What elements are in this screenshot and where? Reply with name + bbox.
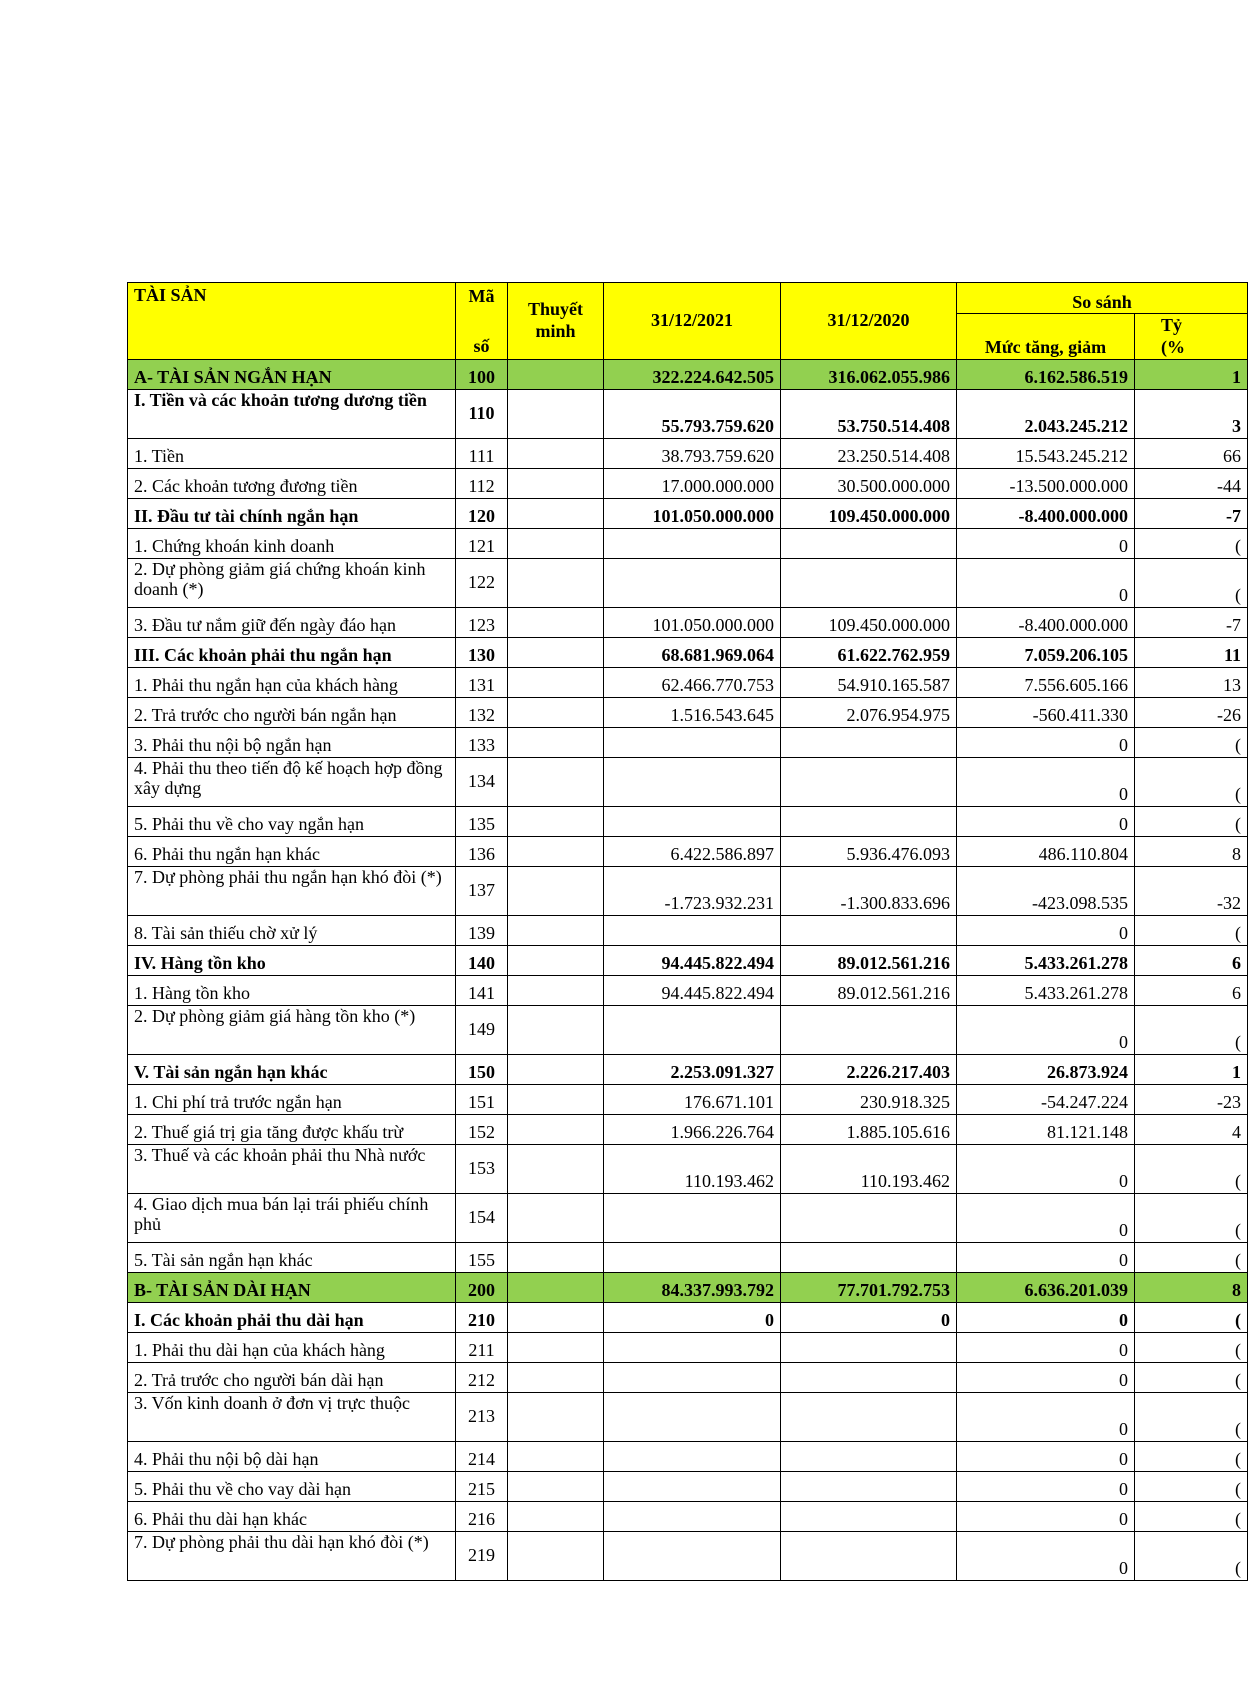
table-row (128, 1472, 1248, 1502)
row-value-2021: 101.050.000.000 (604, 499, 781, 529)
row-value-2020: 316.062.055.986 (781, 360, 957, 390)
row-value-2021: 322.224.642.505 (604, 360, 781, 390)
row-value-2021 (604, 1333, 781, 1363)
row-name: 2. Dự phòng giảm giá hàng tồn kho (*) (128, 1006, 456, 1055)
row-name: 3. Đầu tư nắm giữ đến ngày đáo hạn (128, 608, 456, 638)
table-row (128, 1273, 1248, 1303)
row-value-2021: 176.671.101 (604, 1085, 781, 1115)
row-note (508, 529, 604, 559)
row-code: 141 (456, 976, 508, 1006)
header-date-2021: 31/12/2021 (604, 283, 781, 360)
header-ratio (1135, 314, 1248, 360)
row-diff: 0 (957, 1303, 1135, 1333)
row-value-2020 (781, 1532, 957, 1581)
row-diff: 0 (957, 1502, 1135, 1532)
row-name: 1. Hàng tồn kho (128, 976, 456, 1006)
row-note (508, 867, 604, 916)
row-value-2020: 61.622.762.959 (781, 638, 957, 668)
row-note (508, 608, 604, 638)
row-pct: ( (1135, 1502, 1248, 1532)
row-note (508, 1243, 604, 1273)
row-note (508, 1363, 604, 1393)
row-value-2020 (781, 916, 957, 946)
row-diff: 0 (957, 1393, 1135, 1442)
row-value-2020: 77.701.792.753 (781, 1273, 957, 1303)
row-pct: -7 (1135, 608, 1248, 638)
row-value-2021 (604, 1502, 781, 1532)
row-code: 135 (456, 807, 508, 837)
row-value-2020: 2.226.217.403 (781, 1055, 957, 1085)
row-code: 214 (456, 1442, 508, 1472)
row-value-2020: 110.193.462 (781, 1145, 957, 1194)
table-row (128, 499, 1248, 529)
row-name: 7. Dự phòng phải thu ngắn hạn khó đòi (*) (128, 867, 456, 916)
row-value-2020 (781, 1472, 957, 1502)
row-code: 140 (456, 946, 508, 976)
row-value-2020: 0 (781, 1303, 957, 1333)
row-note (508, 1085, 604, 1115)
row-name: I. Các khoản phải thu dài hạn (128, 1303, 456, 1333)
row-code: 132 (456, 698, 508, 728)
row-value-2020: 23.250.514.408 (781, 439, 957, 469)
header-note-line1: Thuyết (527, 299, 583, 320)
table-row (128, 469, 1248, 499)
row-note (508, 390, 604, 439)
row-value-2021: 1.966.226.764 (604, 1115, 781, 1145)
row-note (508, 1115, 604, 1145)
row-value-2021 (604, 1472, 781, 1502)
row-code: 212 (456, 1363, 508, 1393)
row-name: A- TÀI SẢN NGẮN HẠN (128, 360, 456, 390)
row-value-2021: 38.793.759.620 (604, 439, 781, 469)
row-pct: 11 (1135, 638, 1248, 668)
table-row (128, 1085, 1248, 1115)
row-value-2021: 62.466.770.753 (604, 668, 781, 698)
row-value-2020 (781, 1393, 957, 1442)
row-value-2021: 17.000.000.000 (604, 469, 781, 499)
row-pct: ( (1135, 1393, 1248, 1442)
row-diff: 0 (957, 1333, 1135, 1363)
row-value-2020: 53.750.514.408 (781, 390, 957, 439)
row-value-2021: 68.681.969.064 (604, 638, 781, 668)
row-code: 123 (456, 608, 508, 638)
table-row (128, 668, 1248, 698)
table-row (128, 837, 1248, 867)
row-value-2021: 55.793.759.620 (604, 390, 781, 439)
row-name: 2. Trả trước cho người bán dài hạn (128, 1363, 456, 1393)
table-row (128, 867, 1248, 916)
row-value-2021: 1.516.543.645 (604, 698, 781, 728)
table-row (128, 1363, 1248, 1393)
header-code-line2: số (473, 336, 490, 356)
row-value-2021: 94.445.822.494 (604, 976, 781, 1006)
row-pct: 4 (1135, 1115, 1248, 1145)
row-diff: -54.247.224 (957, 1085, 1135, 1115)
row-value-2020: 230.918.325 (781, 1085, 957, 1115)
row-note (508, 758, 604, 807)
table-row (128, 1145, 1248, 1194)
row-note (508, 1472, 604, 1502)
row-pct: 6 (1135, 976, 1248, 1006)
row-pct: ( (1135, 1303, 1248, 1333)
row-diff: 0 (957, 1145, 1135, 1194)
row-note (508, 1502, 604, 1532)
row-note (508, 837, 604, 867)
row-name: B- TÀI SẢN DÀI HẠN (128, 1273, 456, 1303)
row-diff: -8.400.000.000 (957, 499, 1135, 529)
row-note (508, 1055, 604, 1085)
row-diff: 0 (957, 728, 1135, 758)
table-row (128, 807, 1248, 837)
header-code (456, 283, 508, 360)
row-note (508, 976, 604, 1006)
row-note (508, 439, 604, 469)
header-date-2020: 31/12/2020 (781, 283, 957, 360)
header-asset: TÀI SẢN (128, 283, 456, 360)
row-name: 3. Phải thu nội bộ ngắn hạn (128, 728, 456, 758)
row-diff: 0 (957, 1472, 1135, 1502)
row-value-2020 (781, 1243, 957, 1273)
row-diff: 0 (957, 1243, 1135, 1273)
row-pct: -32 (1135, 867, 1248, 916)
row-code: 150 (456, 1055, 508, 1085)
row-diff: 6.162.586.519 (957, 360, 1135, 390)
row-code: 131 (456, 668, 508, 698)
row-note (508, 916, 604, 946)
table-row (128, 559, 1248, 608)
header-compare: So sánh (957, 283, 1248, 314)
table-row (128, 360, 1248, 390)
row-pct: -26 (1135, 698, 1248, 728)
row-code: 151 (456, 1085, 508, 1115)
row-name: 6. Phải thu dài hạn khác (128, 1502, 456, 1532)
row-pct: ( (1135, 1472, 1248, 1502)
table-row (128, 608, 1248, 638)
row-name: 2. Dự phòng giảm giá chứng khoán kinh doanh (*) (128, 559, 456, 608)
row-code: 111 (456, 439, 508, 469)
row-code: 120 (456, 499, 508, 529)
row-pct: -23 (1135, 1085, 1248, 1115)
row-code: 153 (456, 1145, 508, 1194)
row-pct: ( (1135, 1194, 1248, 1243)
row-diff: 0 (957, 916, 1135, 946)
table-row (128, 1194, 1248, 1243)
row-pct: ( (1135, 1532, 1248, 1581)
row-diff: 26.873.924 (957, 1055, 1135, 1085)
row-note (508, 499, 604, 529)
row-pct: 1 (1135, 360, 1248, 390)
table-row (128, 1442, 1248, 1472)
row-note (508, 1273, 604, 1303)
row-code: 200 (456, 1273, 508, 1303)
row-name: 3. Thuế và các khoản phải thu Nhà nước (128, 1145, 456, 1194)
row-code: 154 (456, 1194, 508, 1243)
row-value-2020 (781, 807, 957, 837)
header-change: Mức tăng, giảm (957, 314, 1135, 360)
header-ratio-line1: Tỷ (1161, 314, 1183, 335)
row-code: 100 (456, 360, 508, 390)
row-note (508, 360, 604, 390)
row-name: I. Tiền và các khoản tương dương tiền (128, 390, 456, 439)
row-note (508, 1442, 604, 1472)
row-diff: -560.411.330 (957, 698, 1135, 728)
row-note (508, 728, 604, 758)
header-ratio-line2: (% (1161, 336, 1185, 357)
row-note (508, 1145, 604, 1194)
row-note (508, 1333, 604, 1363)
row-code: 110 (456, 390, 508, 439)
row-diff: 0 (957, 1442, 1135, 1472)
row-name: 2. Các khoản tương đương tiền (128, 469, 456, 499)
table-row (128, 1393, 1248, 1442)
row-name: IV. Hàng tồn kho (128, 946, 456, 976)
table-row (128, 1532, 1248, 1581)
row-value-2020 (781, 1333, 957, 1363)
row-diff: 6.636.201.039 (957, 1273, 1135, 1303)
table-row (128, 1502, 1248, 1532)
row-code: 213 (456, 1393, 508, 1442)
row-value-2021 (604, 1442, 781, 1472)
row-diff: 15.543.245.212 (957, 439, 1135, 469)
row-code: 210 (456, 1303, 508, 1333)
table-row (128, 1333, 1248, 1363)
row-name: 1. Phải thu ngắn hạn của khách hàng (128, 668, 456, 698)
row-value-2021 (604, 728, 781, 758)
row-name: 1. Phải thu dài hạn của khách hàng (128, 1333, 456, 1363)
row-name: 5. Tài sản ngắn hạn khác (128, 1243, 456, 1273)
table-row (128, 390, 1248, 439)
row-pct: 8 (1135, 837, 1248, 867)
row-value-2020: 89.012.561.216 (781, 946, 957, 976)
row-diff: 5.433.261.278 (957, 976, 1135, 1006)
row-value-2020: 89.012.561.216 (781, 976, 957, 1006)
row-pct: -7 (1135, 499, 1248, 529)
row-pct: 66 (1135, 439, 1248, 469)
row-value-2021: 101.050.000.000 (604, 608, 781, 638)
row-value-2021 (604, 1194, 781, 1243)
row-note (508, 1532, 604, 1581)
row-code: 139 (456, 916, 508, 946)
row-pct: 1 (1135, 1055, 1248, 1085)
row-diff: 7.556.605.166 (957, 668, 1135, 698)
row-pct: 6 (1135, 946, 1248, 976)
row-pct: ( (1135, 916, 1248, 946)
table-row (128, 916, 1248, 946)
row-value-2021: 2.253.091.327 (604, 1055, 781, 1085)
row-value-2020: 54.910.165.587 (781, 668, 957, 698)
row-code: 133 (456, 728, 508, 758)
row-pct: ( (1135, 1243, 1248, 1273)
row-code: 152 (456, 1115, 508, 1145)
table-row (128, 758, 1248, 807)
row-note (508, 1006, 604, 1055)
table-row (128, 976, 1248, 1006)
row-diff: 0 (957, 1006, 1135, 1055)
row-value-2021 (604, 559, 781, 608)
row-name: III. Các khoản phải thu ngắn hạn (128, 638, 456, 668)
row-diff: 0 (957, 559, 1135, 608)
row-name: 1. Chứng khoán kinh doanh (128, 529, 456, 559)
table-row (128, 638, 1248, 668)
row-name: 4. Phải thu theo tiến độ kế hoạch hợp đồng xây dựng (128, 758, 456, 807)
row-diff: 81.121.148 (957, 1115, 1135, 1145)
row-value-2021 (604, 1243, 781, 1273)
row-value-2020: 2.076.954.975 (781, 698, 957, 728)
balance-sheet (127, 282, 1242, 1579)
row-pct: ( (1135, 807, 1248, 837)
row-name: 6. Phải thu ngắn hạn khác (128, 837, 456, 867)
header-note (508, 283, 604, 360)
table-row (128, 529, 1248, 559)
table-row (128, 1115, 1248, 1145)
row-diff: 0 (957, 1363, 1135, 1393)
row-pct: 13 (1135, 668, 1248, 698)
row-value-2021: 94.445.822.494 (604, 946, 781, 976)
row-value-2020 (781, 559, 957, 608)
row-diff: -13.500.000.000 (957, 469, 1135, 499)
row-note (508, 638, 604, 668)
row-pct: ( (1135, 1006, 1248, 1055)
table-row (128, 946, 1248, 976)
row-code: 137 (456, 867, 508, 916)
row-value-2021 (604, 529, 781, 559)
row-diff: 0 (957, 807, 1135, 837)
asset-table (127, 282, 1248, 1581)
row-value-2020 (781, 758, 957, 807)
row-code: 149 (456, 1006, 508, 1055)
row-pct: ( (1135, 728, 1248, 758)
row-name: 1. Chi phí trả trước ngắn hạn (128, 1085, 456, 1115)
row-name: 3. Vốn kinh doanh ở đơn vị trực thuộc (128, 1393, 456, 1442)
row-code: 219 (456, 1532, 508, 1581)
row-value-2020: 109.450.000.000 (781, 499, 957, 529)
row-value-2020 (781, 1194, 957, 1243)
table-row (128, 1006, 1248, 1055)
row-name: 4. Phải thu nội bộ dài hạn (128, 1442, 456, 1472)
row-value-2021 (604, 807, 781, 837)
row-note (508, 1194, 604, 1243)
row-note (508, 946, 604, 976)
row-value-2020 (781, 1442, 957, 1472)
row-note (508, 807, 604, 837)
row-value-2021 (604, 916, 781, 946)
row-diff: 486.110.804 (957, 837, 1135, 867)
row-name: 5. Phải thu về cho vay dài hạn (128, 1472, 456, 1502)
row-code: 215 (456, 1472, 508, 1502)
row-pct: ( (1135, 1363, 1248, 1393)
row-pct: ( (1135, 1442, 1248, 1472)
row-value-2021: 0 (604, 1303, 781, 1333)
row-pct: ( (1135, 1145, 1248, 1194)
table-row (128, 698, 1248, 728)
row-code: 134 (456, 758, 508, 807)
header-note-line2: minh (535, 321, 576, 341)
row-diff: 5.433.261.278 (957, 946, 1135, 976)
row-name: 8. Tài sản thiếu chờ xử lý (128, 916, 456, 946)
row-note (508, 559, 604, 608)
row-value-2020 (781, 728, 957, 758)
row-code: 216 (456, 1502, 508, 1532)
row-value-2021 (604, 1393, 781, 1442)
row-code: 136 (456, 837, 508, 867)
row-value-2021: 6.422.586.897 (604, 837, 781, 867)
row-name: 2. Trả trước cho người bán ngắn hạn (128, 698, 456, 728)
row-pct: ( (1135, 1333, 1248, 1363)
row-name: 5. Phải thu về cho vay ngắn hạn (128, 807, 456, 837)
row-value-2021 (604, 1532, 781, 1581)
row-diff: 2.043.245.212 (957, 390, 1135, 439)
row-code: 130 (456, 638, 508, 668)
row-pct: 8 (1135, 1273, 1248, 1303)
row-pct: 3 (1135, 390, 1248, 439)
row-value-2020: 5.936.476.093 (781, 837, 957, 867)
header-code-line1: Mã (468, 286, 495, 306)
row-diff: 0 (957, 529, 1135, 559)
row-pct: -44 (1135, 469, 1248, 499)
row-value-2021 (604, 1006, 781, 1055)
row-diff: -423.098.535 (957, 867, 1135, 916)
row-code: 155 (456, 1243, 508, 1273)
row-value-2020 (781, 1502, 957, 1532)
row-value-2020 (781, 1363, 957, 1393)
row-value-2021 (604, 758, 781, 807)
row-pct: ( (1135, 559, 1248, 608)
table-row (128, 1055, 1248, 1085)
row-diff: -8.400.000.000 (957, 608, 1135, 638)
table-row (128, 1243, 1248, 1273)
row-diff: 0 (957, 1532, 1135, 1581)
row-diff: 0 (957, 1194, 1135, 1243)
row-note (508, 469, 604, 499)
row-name: 4. Giao dịch mua bán lại trái phiếu chính phủ (128, 1194, 456, 1243)
row-code: 112 (456, 469, 508, 499)
row-value-2020 (781, 1006, 957, 1055)
table-row (128, 728, 1248, 758)
row-value-2021: 84.337.993.792 (604, 1273, 781, 1303)
table-row (128, 1303, 1248, 1333)
row-value-2020 (781, 529, 957, 559)
row-diff: 7.059.206.105 (957, 638, 1135, 668)
row-value-2020: 1.885.105.616 (781, 1115, 957, 1145)
row-name: 2. Thuế giá trị gia tăng được khấu trừ (128, 1115, 456, 1145)
row-note (508, 698, 604, 728)
row-value-2021: 110.193.462 (604, 1145, 781, 1194)
row-code: 121 (456, 529, 508, 559)
row-value-2020: 109.450.000.000 (781, 608, 957, 638)
row-value-2020: 30.500.000.000 (781, 469, 957, 499)
row-pct: ( (1135, 758, 1248, 807)
row-value-2020: -1.300.833.696 (781, 867, 957, 916)
row-name: 1. Tiền (128, 439, 456, 469)
row-diff: 0 (957, 758, 1135, 807)
row-pct: ( (1135, 529, 1248, 559)
row-note (508, 1303, 604, 1333)
row-note (508, 1393, 604, 1442)
row-code: 211 (456, 1333, 508, 1363)
row-value-2021: -1.723.932.231 (604, 867, 781, 916)
table-row (128, 439, 1248, 469)
row-name: V. Tài sản ngắn hạn khác (128, 1055, 456, 1085)
row-code: 122 (456, 559, 508, 608)
row-value-2021 (604, 1363, 781, 1393)
row-name: II. Đầu tư tài chính ngắn hạn (128, 499, 456, 529)
row-name: 7. Dự phòng phải thu dài hạn khó đòi (*) (128, 1532, 456, 1581)
row-note (508, 668, 604, 698)
